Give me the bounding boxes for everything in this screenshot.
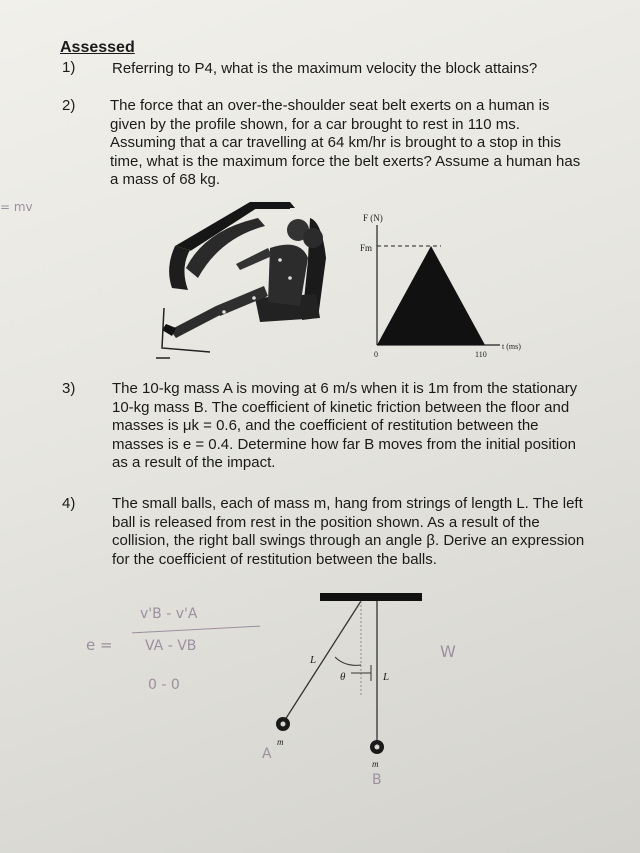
ceiling-support	[320, 593, 422, 601]
graph-origin-label: 0	[374, 350, 378, 359]
handwritten-fraction-bar	[132, 626, 260, 634]
question-1-text: Referring to P4, what is the maximum velocity the block attains?	[112, 60, 538, 77]
force-profile-triangle	[377, 246, 485, 345]
question-3-line: 10-kg mass B. The coefficient of kinetic friction between the floor and	[112, 398, 570, 416]
margin-note: = mv	[0, 200, 33, 214]
handwritten-label-b: B	[372, 772, 382, 788]
handwritten-label-a: A	[262, 746, 272, 762]
handwritten-numerator: v'B - v'A	[140, 606, 198, 622]
angle-arc	[335, 657, 361, 665]
question-2-line: time, what is the maximum force the belt exerts? Assume a human has	[110, 152, 581, 170]
graph-y-axis-label: F (N)	[363, 213, 383, 223]
handwritten-right-mark: W	[440, 642, 456, 661]
question-4-line: The small balls, each of mass m, hang from strings of length L. The left	[112, 495, 583, 512]
question-2-line: The force that an over-the-shoulder seat belt exerts on a human is	[110, 97, 550, 114]
question-2-line: given by the profile shown, for a car brought to rest in 110 ms.	[110, 115, 520, 133]
question-3-text	[112, 380, 577, 473]
question-4-line: ball is released from rest in the position shown. As a result of the	[112, 513, 540, 531]
force-time-graph	[355, 205, 540, 365]
question-1-number: 1)	[62, 59, 76, 76]
crash-dummy-illustration	[150, 198, 365, 360]
question-4-line: collision, the right ball swings through an angle β. Derive an expression	[112, 532, 585, 549]
question-3-line: as a result of the impact.	[112, 454, 276, 471]
right-length-label: L	[383, 671, 390, 683]
question-4-text	[112, 495, 584, 569]
left-length-label: L	[310, 654, 317, 666]
graph-peak-label: Fm	[360, 243, 373, 253]
question-3-line: masses is e = 0.4. Determine how far B moves from the initial position	[112, 435, 576, 453]
pendulum-diagram	[255, 585, 455, 775]
graph-x-axis-label: t (ms)	[502, 342, 521, 351]
handwritten-denominator: VA - VB	[145, 638, 197, 654]
graph-end-label: 110	[475, 350, 487, 359]
right-mass-label: m	[372, 759, 379, 769]
question-2-text	[110, 97, 580, 190]
question-4-number: 4)	[62, 495, 76, 512]
question-2-line: a mass of 68 kg.	[110, 171, 221, 188]
handwritten-second-line: 0 - 0	[148, 677, 180, 693]
question-3-line: masses is μk = 0.6, and the coefficient of restitution between the	[112, 417, 539, 434]
left-string	[283, 601, 361, 723]
question-4-line: for the coefficient of restitution between the balls.	[112, 550, 437, 568]
question-3-line: The 10-kg mass A is moving at 6 m/s when it is 1m from the stationary	[112, 380, 578, 397]
angle-label: θ	[340, 671, 346, 683]
question-3-number: 3)	[62, 380, 76, 397]
question-2-line: Assuming that a car travelling at 64 km/hr is brought to a stop in this	[110, 134, 562, 151]
section-heading: Assessed	[60, 39, 135, 56]
question-2-number: 2)	[62, 97, 76, 114]
handwritten-e-equals: e =	[86, 636, 113, 654]
left-mass-label: m	[277, 737, 284, 747]
